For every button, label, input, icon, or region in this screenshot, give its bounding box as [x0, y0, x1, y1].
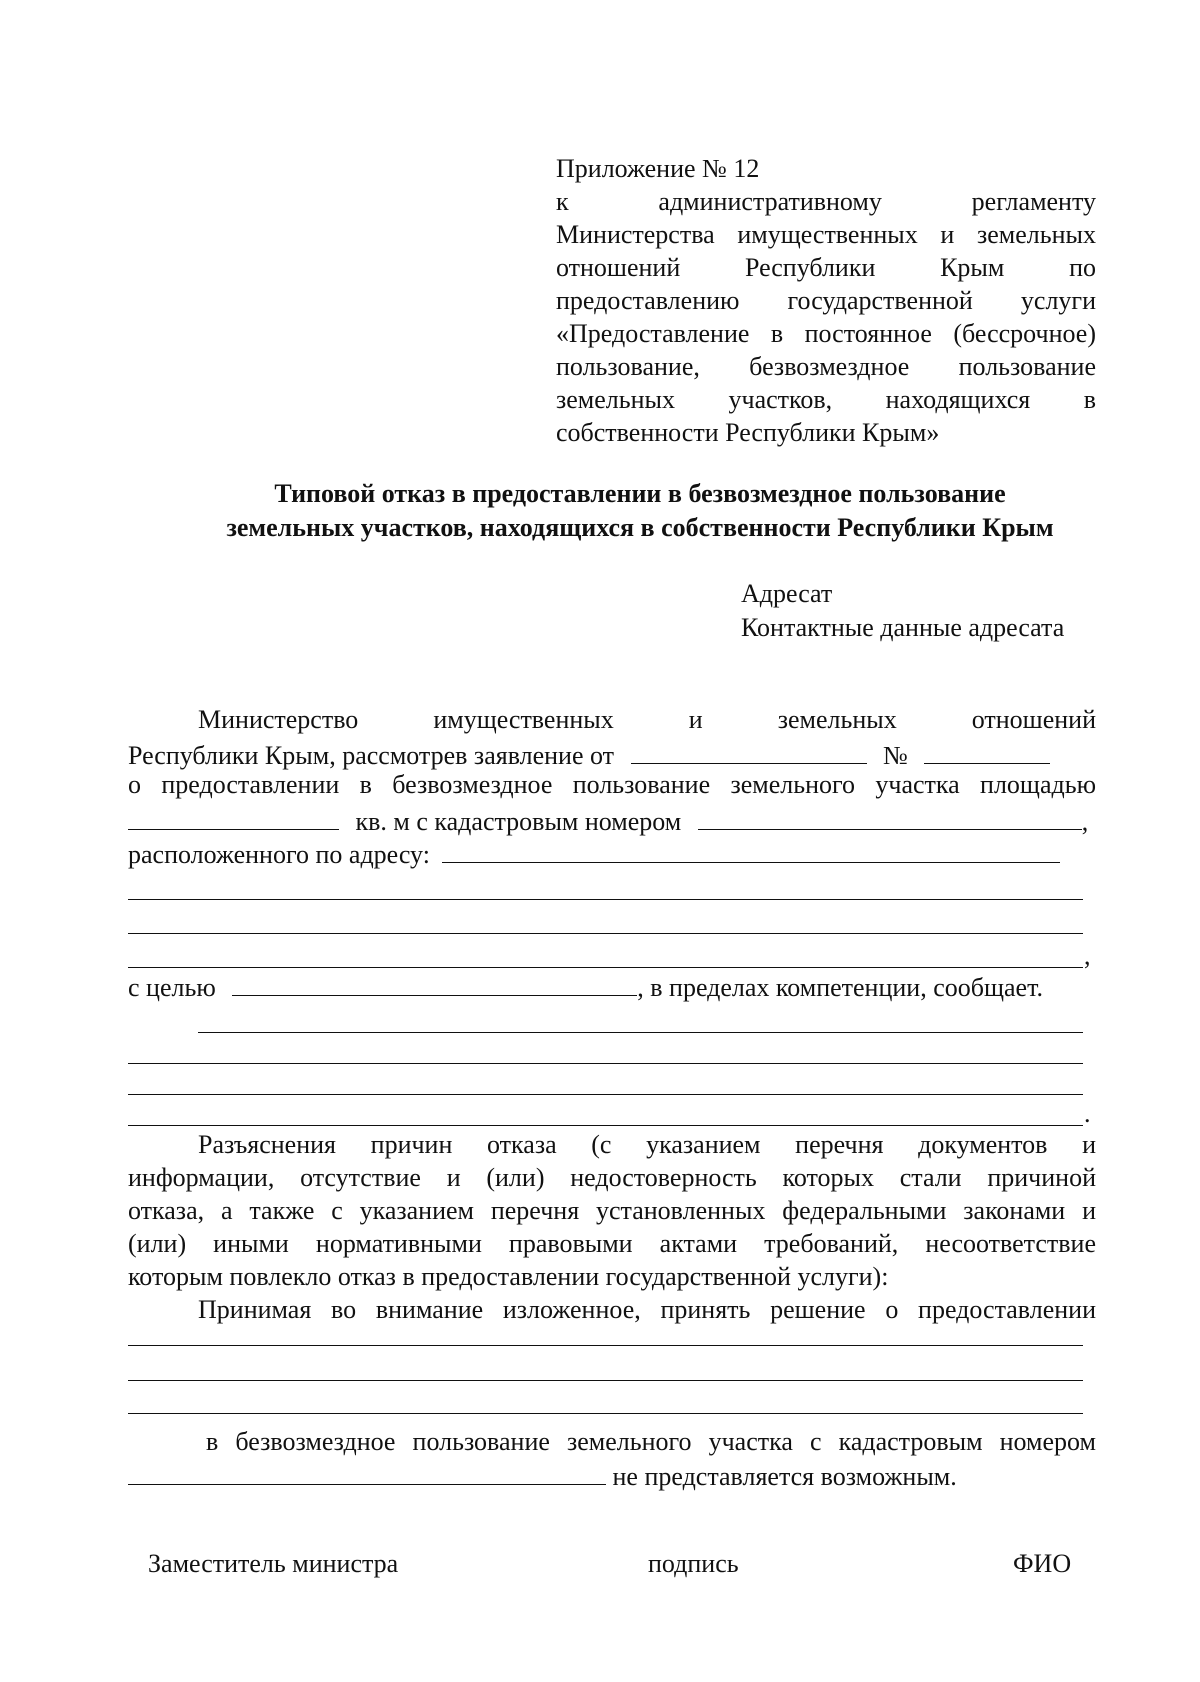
- title-line-1: Типовой отказ в предоставлении в безвозмездное пользование: [274, 479, 1006, 508]
- application-number-field[interactable]: [924, 737, 1050, 764]
- decision-line-3: [128, 1458, 1096, 1493]
- address-line-2[interactable]: [128, 899, 1083, 900]
- body-line-2-text: Республики Крым, рассмотрев заявление от: [128, 741, 615, 770]
- document-title: [120, 477, 1160, 545]
- body-line-5-text: расположенного по адресу:: [128, 840, 430, 869]
- signature-sign: подпись: [648, 1549, 739, 1578]
- body-line-3-text: о предоставлении в безвозмездное пользование земельного участка площадью: [128, 770, 1096, 799]
- decision-line-1: Принимая во внимание изложенное, принять решение о предоставлении: [198, 1295, 1096, 1324]
- explanation-line: информации, отсутствие и (или) недостоверность которых стали причиной: [128, 1163, 1096, 1192]
- body-line-2: [128, 737, 1096, 771]
- reason-line-1[interactable]: [198, 1032, 1083, 1033]
- appendix-block: [556, 152, 1096, 449]
- explanation-line: Разъяснения причин отказа (с указанием перечня документов и: [198, 1130, 1096, 1159]
- appendix-line: земельных участков, находящихся в: [556, 385, 1096, 414]
- address-line-4[interactable]: [128, 967, 1083, 968]
- area-field[interactable]: [128, 803, 339, 830]
- address-comma: ,: [1084, 941, 1091, 970]
- reason-line-2[interactable]: [128, 1063, 1083, 1064]
- decision-blank-2[interactable]: [128, 1380, 1083, 1381]
- addressee-block: [741, 577, 1064, 645]
- decision-cadastral-field[interactable]: [128, 1458, 606, 1485]
- purpose-label: с целью: [128, 973, 216, 1002]
- address-line-3[interactable]: [128, 933, 1083, 934]
- decision-line-2: в безвозмездное пользование земельного участка с кадастровым номером: [206, 1427, 1096, 1456]
- number-sign: №: [883, 741, 908, 770]
- appendix-line: к административному регламенту: [556, 187, 1096, 216]
- cadastral-number-field[interactable]: [698, 803, 1082, 830]
- decision-paragraph: [128, 1425, 1096, 1493]
- decision-blank-1[interactable]: [128, 1345, 1083, 1346]
- appendix-line: отношений Республики Крым по: [556, 253, 1096, 282]
- explanation-paragraph: [128, 1128, 1096, 1326]
- address-field[interactable]: [442, 836, 1060, 863]
- purpose-line: [128, 969, 1096, 1003]
- signature-name: ФИО: [1013, 1549, 1072, 1578]
- body-line-5: [128, 836, 1096, 870]
- application-date-field[interactable]: [631, 737, 867, 764]
- reason-line-3[interactable]: [128, 1094, 1083, 1095]
- addressee-contacts: Контактные данные адресата: [741, 613, 1065, 642]
- comma: ,: [1081, 807, 1089, 836]
- body-line-1-text: Министерство имущественных и земельных отношений: [198, 705, 1096, 734]
- purpose-text: , в пределах компетенции, сообщает.: [637, 973, 1043, 1002]
- decision-line-3-text: не представляется возможным.: [612, 1462, 957, 1491]
- body-line-4-text: кв. м с кадастровым номером: [355, 807, 682, 836]
- appendix-line: пользование, безвозмездное пользование: [556, 352, 1096, 381]
- title-line-2: земельных участков, находящихся в собственности Республики Крым: [226, 513, 1054, 542]
- body-line-3: [128, 770, 1096, 804]
- decision-blank-3[interactable]: [128, 1413, 1083, 1414]
- signature-position: Заместитель министра: [148, 1549, 399, 1578]
- appendix-number: Приложение № 12: [556, 154, 760, 183]
- explanation-line: (или) иными нормативными правовыми актами требований, несоответствие: [128, 1229, 1096, 1258]
- reason-period: .: [1084, 1099, 1091, 1128]
- appendix-line-last: собственности Республики Крым»: [556, 418, 940, 447]
- appendix-line: «Предоставление в постоянное (бессрочное): [556, 319, 1096, 348]
- explanation-line: отказа, а также с указанием перечня установленных федеральными законами и: [128, 1196, 1096, 1225]
- body-line-4: [128, 803, 1096, 837]
- reason-line-4[interactable]: [128, 1125, 1083, 1126]
- addressee-label: Адресат: [741, 579, 833, 608]
- purpose-field[interactable]: [232, 969, 637, 996]
- body-line-1: [128, 705, 1096, 739]
- explanation-line-last: которым повлекло отказ в предоставлении государственной услуги):: [128, 1262, 889, 1291]
- appendix-line: Министерства имущественных и земельных: [556, 220, 1096, 249]
- appendix-line: предоставлению государственной услуги: [556, 286, 1096, 315]
